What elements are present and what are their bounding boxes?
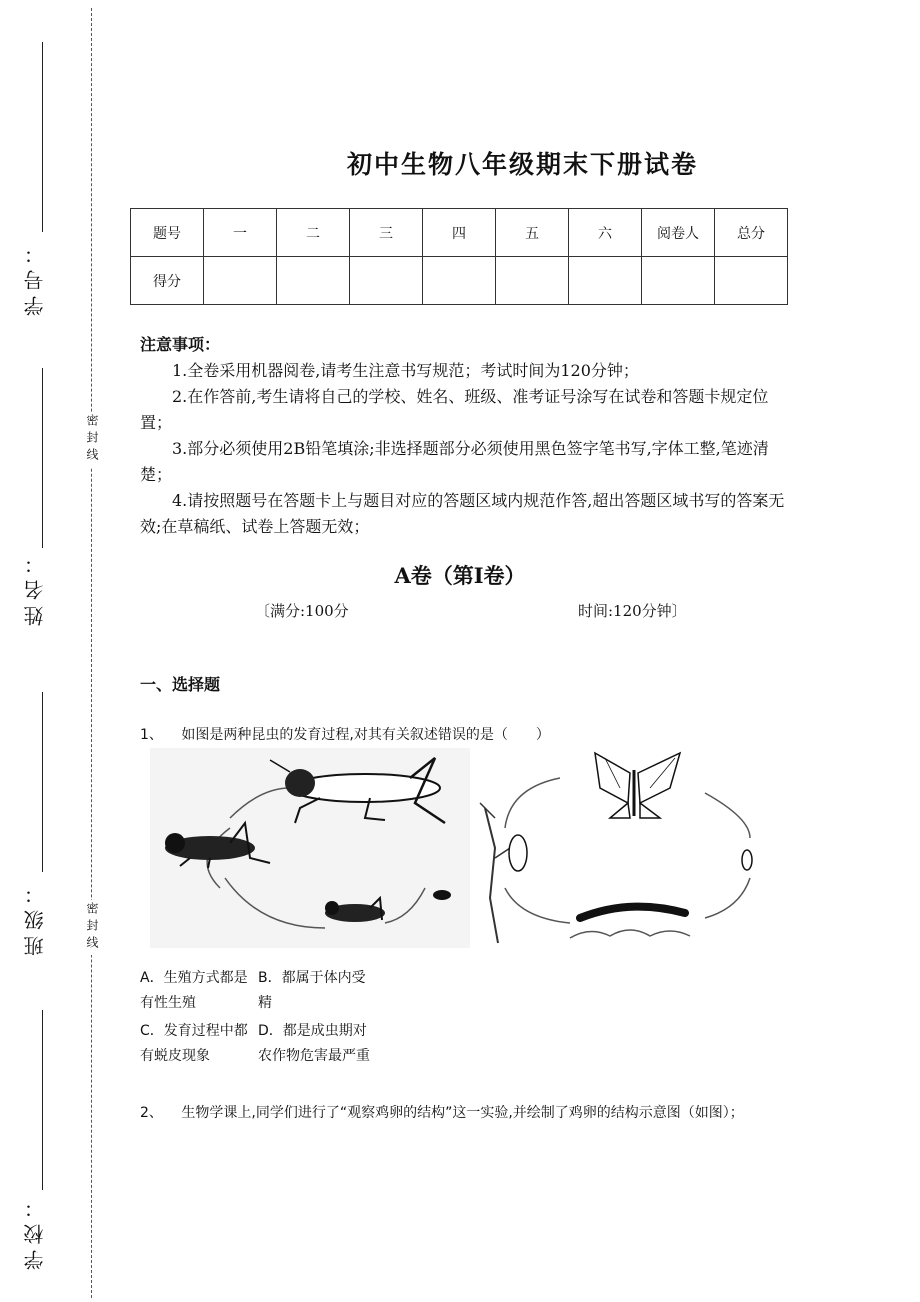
score-header-cell: 三 (350, 209, 423, 257)
chrysalis-on-branch (480, 803, 527, 943)
score-table (130, 208, 788, 305)
question-number: 1、 (140, 727, 163, 743)
notice-item: 1.全卷采用机器阅卷,请考生注意书写规范；考试时间为120分钟； (172, 361, 639, 380)
score-header-cell: 题号 (131, 209, 204, 257)
caterpillar-larva (570, 907, 690, 938)
exam-time: 时间:120分钟〕 (578, 602, 687, 620)
score-cell (204, 257, 277, 305)
school-rule (42, 1010, 43, 1190)
score-table-row (131, 257, 788, 305)
score-header-cell: 总分 (715, 209, 788, 257)
question-number: 2、 (140, 1105, 163, 1121)
full-marks: 〔满分:100分 (255, 602, 349, 620)
class-rule (42, 692, 43, 872)
score-cell (642, 257, 715, 305)
seal-line-text: 密封线 (85, 902, 99, 953)
notice-item: 2.在作答前,考生请将自己的学校、姓名、班级、准考证号涂写在试卷和答题卡规定位置； (140, 387, 769, 432)
student-id-rule (42, 42, 43, 232)
question-1 (140, 724, 550, 744)
section-title: A卷（第I卷） (394, 563, 526, 588)
question-2 (140, 1102, 744, 1122)
butterfly-egg (742, 850, 752, 870)
option-a: A．生殖方式都是有性生殖 (140, 970, 248, 1011)
question-text: 如图是两种昆虫的发育过程,对其有关叙述错误的是（ ） (181, 727, 550, 743)
notice-item: 3.部分必须使用2B铅笔填涂;非选择题部分必须使用黑色签字笔书写,字体工整,笔迹清楚； (140, 439, 769, 484)
score-header-cell: 四 (423, 209, 496, 257)
score-cell (277, 257, 350, 305)
score-table-header-row (131, 209, 788, 257)
notice-item: 4.请按照题号在答题卡上与题目对应的答题区域内规范作答,超出答题区域书写的答案无效;在草稿纸、试卷上答题无效； (140, 491, 785, 536)
option-c: C．发育过程中都有蜕皮现象 (140, 1023, 248, 1064)
score-cell (715, 257, 788, 305)
score-header-cell: 六 (569, 209, 642, 257)
page-title: 初中生物八年级期末下册试卷 (346, 150, 698, 179)
name-rule (42, 368, 43, 548)
score-cell (569, 257, 642, 305)
notice-block (140, 332, 790, 540)
score-header-cell: 二 (277, 209, 350, 257)
score-cell (423, 257, 496, 305)
question-text: 生物学课上,同学们进行了“观察鸡卵的结构”这一实验,并绘制了鸡卵的结构示意图（如图）； (181, 1105, 744, 1121)
seal-line-text: 密封线 (85, 414, 99, 465)
insect-development-figure (150, 748, 790, 948)
school-label: 学校： (23, 1192, 47, 1270)
class-label: 班级： (23, 878, 47, 956)
score-cell (350, 257, 423, 305)
grasshopper-egg (433, 890, 451, 900)
option-b: B．都属于体内受精 (258, 970, 366, 1011)
notice-heading: 注意事项： (140, 335, 221, 354)
option-d: D．都是成虫期对农作物危害最严重 (258, 1023, 370, 1064)
butterfly-cycle (480, 753, 752, 943)
binding-dashed-line (91, 8, 92, 1298)
score-header-cell: 阅卷人 (642, 209, 715, 257)
butterfly-adult (595, 753, 680, 818)
name-label: 姓名： (23, 548, 47, 626)
score-header-cell: 一 (204, 209, 277, 257)
score-cell (496, 257, 569, 305)
student-id-label: 学号： (23, 238, 47, 316)
score-row-label: 得分 (131, 257, 204, 305)
part-one-heading: 一、选择题 (140, 675, 221, 694)
score-header-cell: 五 (496, 209, 569, 257)
